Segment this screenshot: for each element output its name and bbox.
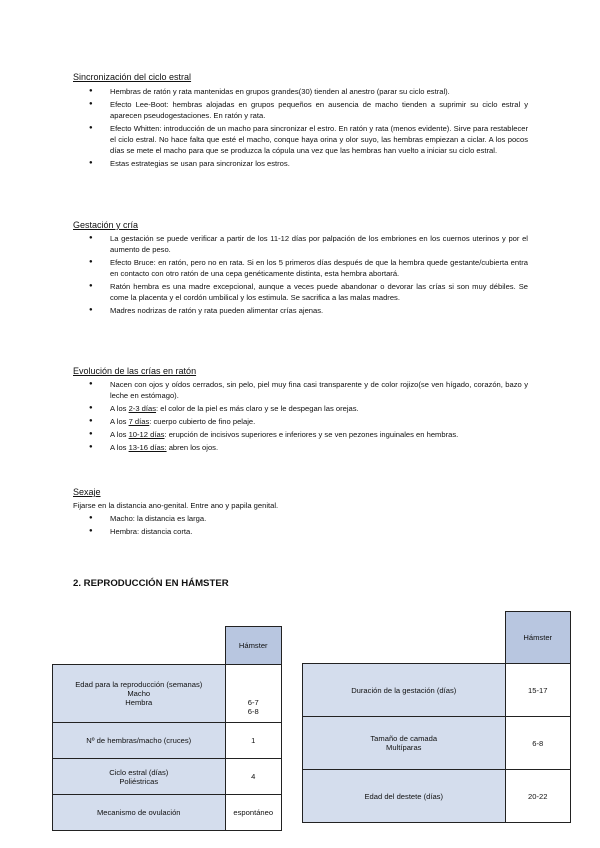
list-item: ● A los 13-16 días: abren los ojos. [73,442,528,453]
list-item: ● A los 2-3 días: el color de la piel es más claro y se le despegan las orejas. [73,403,528,414]
list-item: ● La gestación se puede verificar a partir de los 11-12 días por palpación de los embriones en los cuernos uterinos y por el aumento de peso. [73,233,528,255]
table-hamster-left [52,626,282,831]
table-hamster-right [302,611,571,823]
list-item: ● Efecto Bruce: en ratón, pero no en rata. Si en los 5 primeros días después de que la hembra quede gestante/cubierta entra en contacto con otro ratón de una cepa genéticamente distinta, esta hembra abortará. [73,257,528,279]
table-row: Nº de hembras/macho (cruces) 1 [53,723,282,759]
heading-gestacion: Gestación y cría [73,220,139,230]
list-item: ● Efecto Lee-Boot: hembras alojadas en grupos pequeños en ausencia de macho tienden a suprimir su ciclo estral y aparecen pseudogestaciones. En ratón y rata. [73,99,528,121]
list-sexaje [73,513,528,539]
list-item: ● A los 10-12 días: erupción de incisivos superiores e inferiores y se ven pezones inguinales en hembras. [73,429,528,440]
list-item: ● A los 7 días: cuerpo cubierto de fino pelaje. [73,416,528,427]
table-row: Edad para la reproducción (semanas) Macho Hembra 6-7 6-8 [53,665,282,723]
list-item: ● Nacen con ojos y oídos cerrados, sin pelo, piel muy fina casi transparente y de color rojizo(se ven hígado, corazón, bazo y leche en estómago). [73,379,528,401]
list-gestacion [73,233,528,318]
heading-sincronizacion: Sincronización del ciclo estral [73,72,192,82]
list-evolucion [73,379,528,455]
table-row: Ciclo estral (días) Poliéstricas 4 [53,759,282,795]
list-item: ● Hembra: distancia corta. [73,526,528,537]
table-row: Duración de la gestación (días) 15-17 [303,664,571,717]
list-item: ● Ratón hembra es una madre excepcional, aunque a veces puede abandonar o devorar las crías si son muy débiles. Se come la placenta y el cordón umbilical y los estimula. Se sacrifica a las malas madres. [73,281,528,303]
list-item: ● Madres nodrizas de ratón y rata pueden alimentar crías ajenas. [73,305,528,316]
list-item: ● Efecto Whitten: introducción de un macho para sincronizar el estro. En ratón y rata (menos evidente). Sirve para restablecer el ciclo estral. No hace falta que esté el macho, conque haya orina y olor suyo, las hembras empiezan a ciclar. A los pocos días se mete el macho para que se produzca la cópula una vez que las hembras han vuelto a iniciar su ciclo estral. [73,123,528,156]
table-row: Tamaño de camada Multíparas 6-8 [303,717,571,770]
heading-sexaje: Sexaje [73,487,101,497]
table-header: Hámster [225,627,282,665]
list-item: ● Macho: la distancia es larga. [73,513,528,524]
sexaje-intro: Fijarse en la distancia ano-genital. Entre ano y papila genital. [73,501,279,510]
list-item: ● Hembras de ratón y rata mantenidas en grupos grandes(30) tienden al anestro (parar su ciclo estral). [73,86,528,97]
list-item: ● Estas estrategias se usan para sincronizar los estros. [73,158,528,169]
list-sincronizacion [73,86,528,171]
table-row: Edad del destete (días) 20-22 [303,770,571,823]
heading-evolucion: Evolución de las crías en ratón [73,366,197,376]
table-header: Hámster [505,612,571,664]
section-heading-hamster: 2. REPRODUCCIÓN EN HÁMSTER [73,578,229,589]
table-row: Mecanismo de ovulación espontáneo [53,795,282,831]
